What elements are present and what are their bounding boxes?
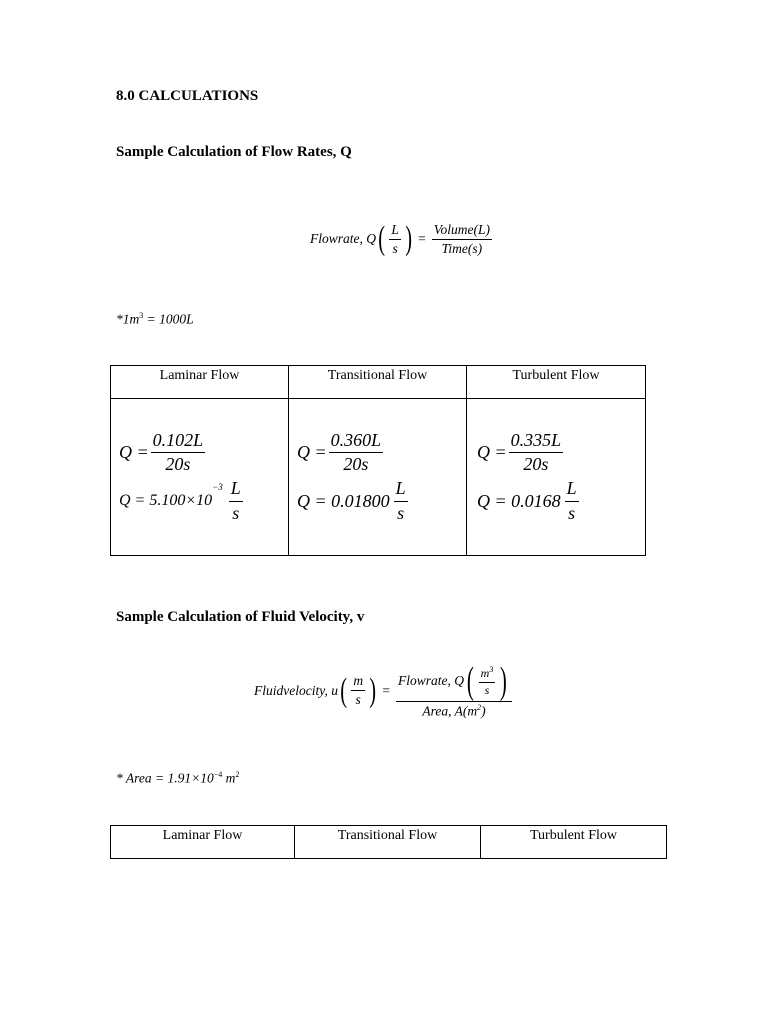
velocity-table: [110, 825, 667, 859]
velocity-table-header-transitional: Transitional Flow: [295, 826, 481, 859]
flow-rate-heading: Sample Calculation of Flow Rates, Q: [116, 144, 352, 160]
flow-cell-turbulent: Q = $\frac{0.335L}{20s}$ Q = 0.0168 $\frac{L}{s}$: [467, 399, 646, 556]
flow-rate-table: [110, 365, 646, 556]
section-title: 8.0 CALCULATIONS: [116, 88, 259, 104]
velocity-formula-rhs: Flowrate, Q ( $\frac{m^3}{s}$ ) Area, $A(m^2)$: [396, 662, 512, 719]
flow-conversion-note: $*1m^3 = 1000L$: [116, 311, 194, 327]
velocity-heading: Sample Calculation of Fluid Velocity, v: [116, 609, 365, 625]
flow-table-header-laminar: Laminar Flow: [111, 366, 289, 399]
velocity-formula-lhs: Fluidvelocity, u: [254, 682, 338, 698]
velocity-formula: Fluidvelocity, u ( $\frac{m}{s}$ ) = Flowrate, Q ( $\frac{m^3}{s}$ ) Area, $A(m^2)$: [254, 662, 514, 719]
flow-cell-laminar: Q = $\frac{0.102L}{20s}$ Q = 5.100×10 −3 $\frac{L}{s}$: [111, 399, 289, 556]
flow-cell-transitional: Q = $\frac{0.360L}{20s}$ Q = 0.01800 $\frac{L}{s}$: [289, 399, 467, 556]
flow-formula-rhs: $\frac{\text{Volume(L)}}{\text{Time(s)}}$: [433, 222, 491, 256]
velocity-table-header-laminar: Laminar Flow: [111, 826, 295, 859]
flow-formula-unit: $\frac{L}{s}$: [391, 222, 399, 256]
flow-rate-formula: Flowrate, Q ( $\frac{L}{s}$ ) = $\frac{\text{Volume(L)}}{\text{Time(s)}}$: [310, 220, 491, 258]
flow-table-header-transitional: Transitional Flow: [289, 366, 467, 399]
flow-table-header-turbulent: Turbulent Flow: [467, 366, 646, 399]
velocity-table-header-turbulent: Turbulent Flow: [481, 826, 667, 859]
flow-formula-lhs: Flowrate, Q: [310, 231, 376, 247]
velocity-area-note: * Area = $1.91\times 10^{-4}$ $m^2$: [116, 770, 240, 786]
velocity-formula-unit: $\frac{m}{s}$: [353, 673, 364, 707]
